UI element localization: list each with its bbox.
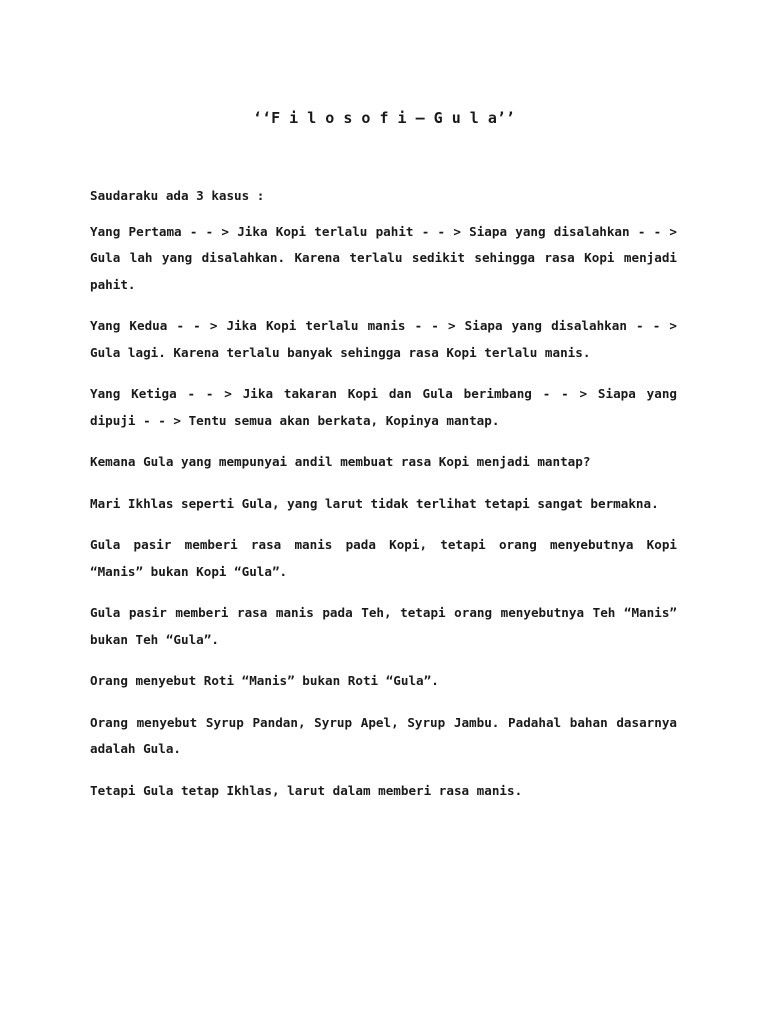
paragraph-ikhlas: Mari Ikhlas seperti Gula, yang larut tidak terlihat tetapi sangat bermakna. — [90, 495, 659, 511]
paragraph-teh-manis: Gula pasir memberi rasa manis pada Teh, tetapi orang menyebutnya Teh “Manis” bukan Teh “Gula”. — [90, 605, 677, 647]
document-body — [90, 183, 677, 804]
paragraph-kopi-manis: Gula pasir memberi rasa manis pada Kopi, tetapi orang menyebutnya Kopi “Manis” bukan Kopi “Gula”. — [90, 537, 677, 579]
document-title: ‘‘F i l o s o f i – G u l a’’ — [253, 109, 515, 127]
paragraph-closing: Tetapi Gula tetap Ikhlas, larut dalam memberi rasa manis. — [90, 782, 523, 798]
paragraph-case-1: Yang Pertama - - > Jika Kopi terlalu pahit - - > Siapa yang disalahkan - - > Gula lah yang disalahkan. Karena terlalu sedikit sehingga rasa Kopi menjadi pahit. — [90, 223, 677, 292]
paragraph-syrup: Orang menyebut Syrup Pandan, Syrup Apel, Syrup Jambu. Padahal bahan dasarnya adalah Gula. — [90, 714, 677, 756]
paragraph-question: Kemana Gula yang mempunyai andil membuat rasa Kopi menjadi mantap? — [90, 454, 591, 469]
paragraph-case-2: Yang Kedua - - > Jika Kopi terlalu manis - - > Siapa yang disalahkan - - > Gula lagi. Karena terlalu banyak sehingga rasa Kopi terlalu manis. — [90, 318, 677, 360]
paragraph-roti-manis: Orang menyebut Roti “Manis” bukan Roti “Gula”. — [90, 673, 439, 688]
paragraph-case-3: Yang Ketiga - - > Jika takaran Kopi dan Gula berimbang - - > Siapa yang dipuji - - > Tentu semua akan berkata, Kopinya mantap. — [90, 386, 677, 428]
intro-paragraph: Saudaraku ada 3 kasus : — [90, 188, 265, 203]
